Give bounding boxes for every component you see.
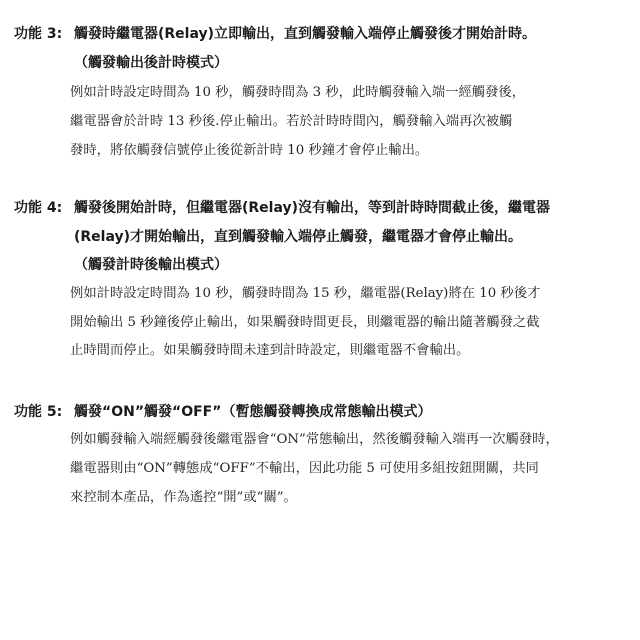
function-3-title: 觸發時繼電器(Relay)立即輸出，直到觸發輸入端停止觸發後才開始計時。: [74, 26, 537, 42]
function-5-body-line-2: 繼電器則由“ON”轉態成“OFF”不輸出，因此功能 5 可使用多組按鈕開關，共同: [70, 461, 539, 476]
function-3-body-line-2: 繼電器會於計時 13 秒後.停止輸出。若於計時時間內，觸發輸入端再次被觸: [70, 114, 513, 129]
function-4-label: 功能 4:: [14, 200, 63, 216]
function-5-heading: [14, 401, 634, 423]
function-4-body-line-1: 例如計時設定時間為 10 秒，觸發時間為 15 秒，繼電器(Relay)將在 10 秒後才: [70, 286, 541, 301]
function-4-heading: [14, 197, 634, 219]
function-3-heading: [14, 23, 634, 45]
function-5-title: 觸發“ON”觸發“OFF”（暫態觸發轉換成常態輸出模式）: [74, 404, 432, 420]
function-3-label: 功能 3:: [14, 26, 63, 42]
function-5-body-line-3: 來控制本產品，作為遙控“開”或“關”。: [70, 490, 297, 505]
function-5-body-line-1: 例如觸發輸入端經觸發後繼電器會“ON”常態輸出，然後觸發輸入端再一次觸發時，: [70, 432, 559, 447]
function-4-body-line-3: 止時間而停止。如果觸發時間未達到計時設定，則繼電器不會輸出。: [70, 343, 470, 358]
function-4-mode: （觸發計時後輸出模式）: [74, 257, 228, 273]
function-4-title: 觸發後開始計時，但繼電器(Relay)沒有輸出，等到計時時間截止後，繼電器: [74, 200, 551, 216]
function-4-body-line-2: 開始輸出 5 秒鐘後停止輸出，如果觸發時間更長，則繼電器的輸出隨著觸發之截: [70, 315, 540, 330]
function-3-body-line-1: 例如計時設定時間為 10 秒，觸發時間為 3 秒，此時觸發輸入端一經觸發後，: [70, 85, 526, 100]
function-3-body-line-3: 發時，將依觸發信號停止後從新計時 10 秒鐘才會停止輸出。: [70, 143, 429, 158]
function-3-mode: （觸發輸出後計時模式）: [74, 55, 228, 71]
function-4-title-continued: (Relay)才開始輸出，直到觸發輸入端停止觸發，繼電器才會停止輸出。: [74, 229, 523, 245]
function-5-label: 功能 5:: [14, 404, 63, 420]
